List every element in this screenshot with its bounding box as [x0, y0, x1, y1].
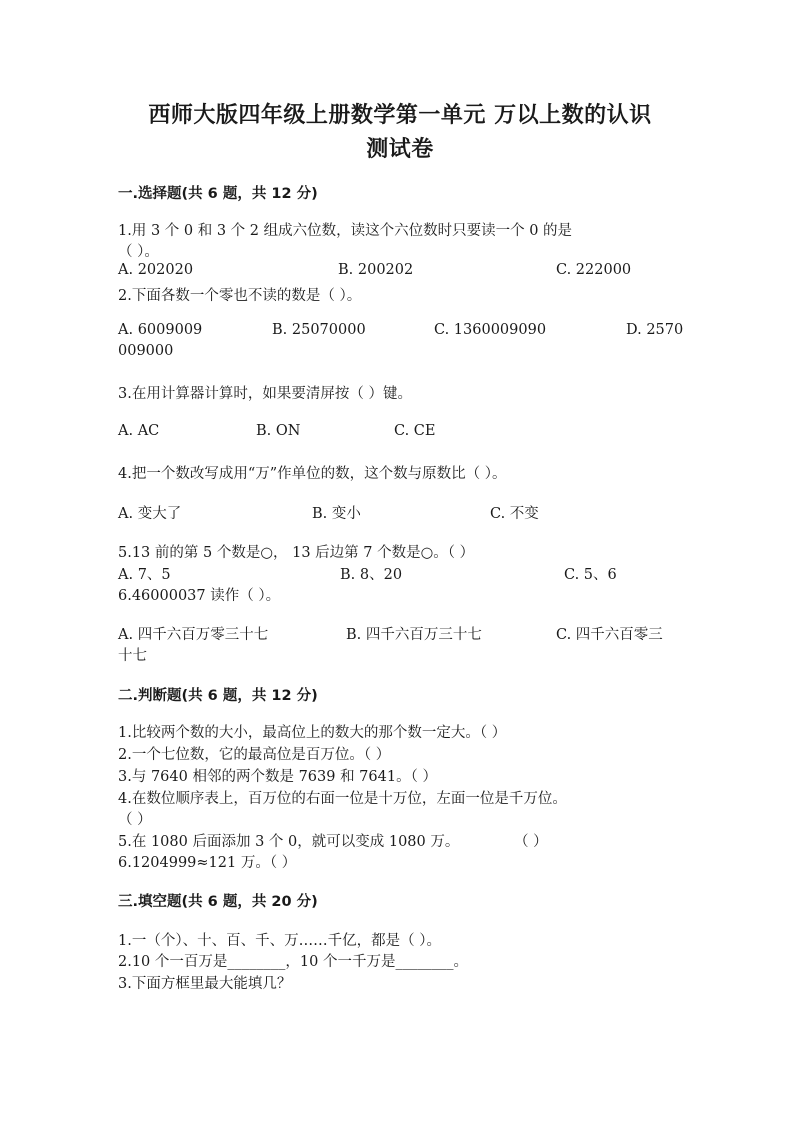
section-heading-judge: 二.判断题(共 6 题，共 12 分) [118, 688, 318, 704]
question-5-option-b: B. 8、20 [340, 567, 403, 583]
fill-3: 3.下面方框里最大能填几？ [118, 976, 292, 992]
question-1-option-c: C. 222000 [556, 262, 632, 278]
judge-6: 6.1204999≈121 万。（ ） [118, 855, 297, 871]
judge-3: 3.与 7640 相邻的两个数是 7639 和 7641。（ ） [118, 769, 437, 785]
judge-1: 1.比较两个数的大小，最高位上的数大的那个数一定大。（ ） [118, 725, 507, 741]
judge-4-continued: （ ） [118, 812, 152, 828]
question-3-option-b: B. ON [256, 423, 301, 439]
section-heading-choice: 一.选择题(共 6 题，共 12 分) [118, 186, 318, 202]
question-4-option-b: B. 变小 [312, 506, 361, 522]
fill-2: 2.10 个一百万是________，10 个一千万是________。 [118, 954, 468, 970]
question-4-option-c: C. 不变 [490, 506, 539, 522]
document-title-line-1: 西师大版四年级上册数学第一单元 万以上数的认识 [148, 103, 652, 128]
fill-1: 1.一（个）、十、百、千、万……千亿，都是（ ）。 [118, 933, 441, 949]
question-4-option-a: A. 变大了 [118, 506, 182, 522]
section-heading-fill: 三.填空题(共 6 题，共 20 分) [118, 894, 318, 910]
question-5-stem: 5.13 前的第 5 个数是○， 13 后边第 7 个数是○。（ ） [118, 545, 475, 561]
question-2-option-b: B. 25070000 [272, 322, 366, 338]
document-title-line-2: 测试卷 [366, 137, 434, 162]
question-3-stem: 3.在用计算器计算时，如果要清屏按（ ）键。 [118, 386, 412, 402]
question-6-option-b: B. 四千六百万三十七 [346, 627, 482, 643]
question-1-stem-continued: （ ）。 [118, 244, 159, 260]
question-2-option-c: C. 1360009090 [434, 322, 547, 338]
judge-4: 4.在数位顺序表上，百万位的右面一位是十万位，左面一位是千万位。 [118, 791, 567, 807]
question-6-option-c: C. 四千六百零三 [556, 627, 663, 643]
question-5-option-a: A. 7、5 [118, 567, 171, 583]
question-2-stem: 2.下面各数一个零也不读的数是（ ）。 [118, 288, 362, 304]
question-1-option-a: A. 202020 [118, 262, 194, 278]
question-3-option-c: C. CE [394, 423, 436, 439]
question-1-stem: 1.用 3 个 0 和 3 个 2 组成六位数，读这个六位数时只要读一个 0 的是 [118, 223, 573, 239]
question-2-option-d: D. 2570 [626, 322, 684, 338]
judge-2: 2.一个七位数，它的最高位是百万位。（ ） [118, 747, 391, 763]
question-1-option-b: B. 200202 [338, 262, 414, 278]
question-5-option-c: C. 5、6 [564, 567, 617, 583]
question-3-option-a: A. AC [118, 423, 160, 439]
judge-5: 5.在 1080 后面添加 3 个 0，就可以变成 1080 万。 [118, 834, 460, 850]
question-4-stem: 4.把一个数改写成用“万”作单位的数，这个数与原数比（ ）。 [118, 466, 507, 482]
judge-5-answer-blank: （ ） [514, 834, 548, 850]
question-6-option-c-continued: 十七 [118, 648, 147, 664]
question-6-stem: 6.46000037 读作（ ）。 [118, 588, 281, 604]
question-2-option-d-continued: 009000 [118, 343, 174, 359]
question-2-option-a: A. 6009009 [118, 322, 203, 338]
question-6-option-a: A. 四千六百万零三十七 [118, 627, 269, 643]
